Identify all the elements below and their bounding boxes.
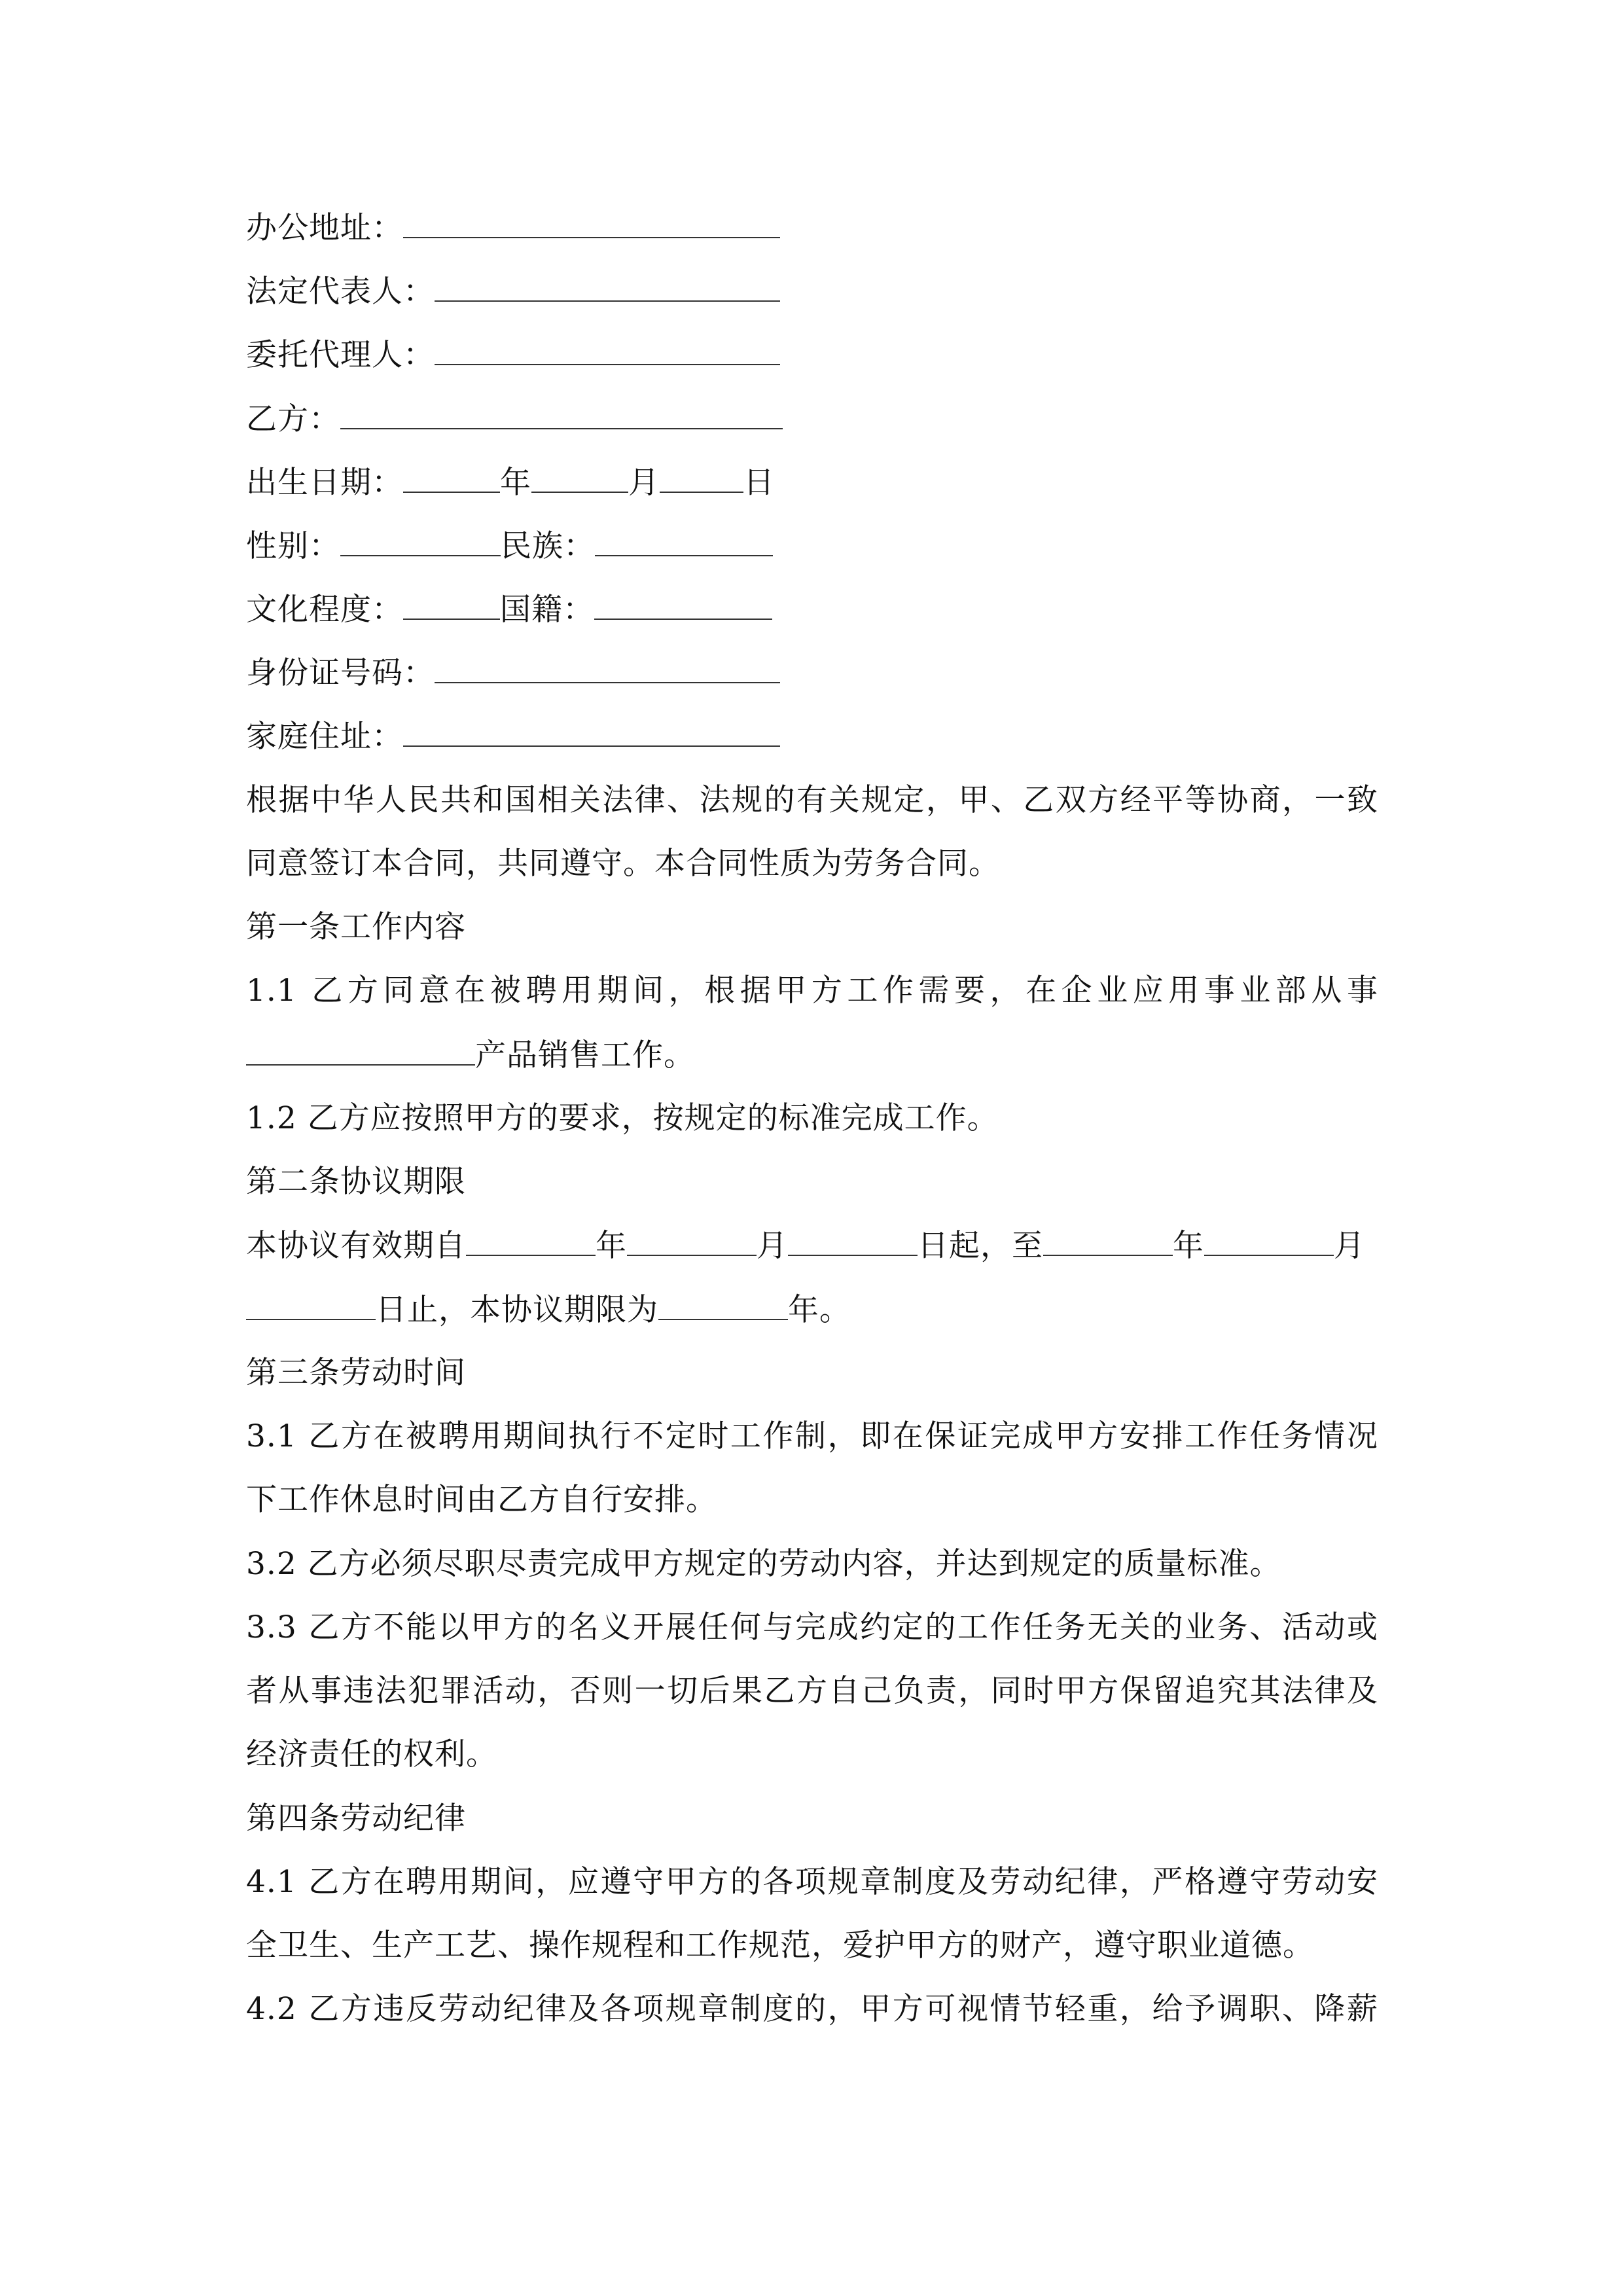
end-month-unit: 月 [1334, 1228, 1365, 1264]
home-address-blank[interactable] [403, 717, 780, 747]
clause-1-1-line-1: 1.1 乙方同意在被聘用期间，根据甲方工作需要，在企业应用事业部从事 [246, 973, 1378, 1009]
party-b-row [246, 399, 1378, 439]
clause-3-1-line-1: 3.1 乙方在被聘用期间执行不定时工作制，即在保证完成甲方安排工作任务情况 [246, 1418, 1378, 1454]
term-years-unit: 年。 [788, 1292, 851, 1328]
agent-label: 委托代理人： [246, 337, 435, 373]
intro-line-2: 同意签订本合同，共同遵守。本合同性质为劳务合同。 [246, 846, 1000, 882]
clause-1-1-line-2-text: 产品销售工作。 [475, 1037, 695, 1073]
birth-day-blank[interactable] [660, 463, 743, 493]
birth-year-blank[interactable] [403, 463, 500, 493]
home-address-row [246, 717, 1378, 757]
education-label: 文化程度： [246, 592, 403, 628]
id-number-blank[interactable] [435, 653, 780, 683]
product-blank[interactable] [246, 1035, 475, 1066]
clause-1-2: 1.2 乙方应按照甲方的要求，按规定的标准完成工作。 [246, 1100, 999, 1136]
end-year-unit: 年 [1173, 1228, 1204, 1264]
office-address-label: 办公地址： [246, 210, 403, 246]
article-1-title: 第一条工作内容 [246, 909, 466, 945]
clause-4-2-line-1: 4.2 乙方违反劳动纪律及各项规章制度的，甲方可视情节轻重，给予调职、降薪 [246, 1991, 1378, 2027]
id-number-row [246, 653, 1378, 693]
party-b-blank[interactable] [340, 399, 783, 429]
start-month-unit: 月 [757, 1228, 788, 1264]
ethnicity-label: 民族： [501, 528, 595, 564]
end-year-blank[interactable] [1043, 1226, 1173, 1256]
clause-4-1-line-2: 全卫生、生产工艺、操作规程和工作规范，爱护甲方的财产，遵守职业道德。 [246, 1928, 1314, 1964]
end-day-blank[interactable] [246, 1290, 376, 1320]
legal-rep-label: 法定代表人： [246, 274, 435, 310]
start-day-blank[interactable] [788, 1226, 918, 1256]
clause-3-2: 3.2 乙方必须尽职尽责完成甲方规定的劳动内容，并达到规定的质量标准。 [246, 1546, 1281, 1582]
birth-month-unit: 月 [628, 465, 660, 501]
birth-date-label: 出生日期： [246, 465, 403, 501]
clause-3-3-line-1: 3.3 乙方不能以甲方的名义开展任何与完成约定的工作任务无关的业务、活动或 [246, 1609, 1378, 1645]
agent-blank[interactable] [435, 335, 780, 365]
birth-year-unit: 年 [500, 465, 531, 501]
clause-3-1-line-2: 下工作休息时间由乙方自行安排。 [246, 1482, 717, 1518]
end-month-blank[interactable] [1204, 1226, 1334, 1256]
home-address-label: 家庭住址： [246, 719, 403, 755]
term-line-2 [246, 1290, 1378, 1330]
office-address-row [246, 208, 1378, 248]
gender-ethnicity-row [246, 526, 1378, 566]
start-year-unit: 年 [596, 1228, 627, 1264]
office-address-blank[interactable] [403, 208, 780, 238]
term-years-blank[interactable] [658, 1290, 788, 1320]
clause-3-3-line-3: 经济责任的权利。 [246, 1736, 497, 1772]
ethnicity-blank[interactable] [595, 526, 773, 556]
legal-rep-blank[interactable] [435, 272, 780, 302]
birth-month-blank[interactable] [531, 463, 628, 493]
party-b-label: 乙方： [246, 401, 340, 437]
clause-3-3-line-2: 者从事违法犯罪活动，否则一切后果乙方自己负责，同时甲方保留追究其法律及 [246, 1673, 1378, 1709]
article-2-title: 第二条协议期限 [246, 1164, 466, 1200]
id-number-label: 身份证号码： [246, 655, 435, 691]
article-3-title: 第三条劳动时间 [246, 1355, 466, 1391]
education-blank[interactable] [403, 590, 500, 620]
article-4-title: 第四条劳动纪律 [246, 1801, 466, 1837]
agent-row [246, 335, 1378, 375]
start-month-blank[interactable] [627, 1226, 757, 1256]
gender-blank[interactable] [340, 526, 501, 556]
birth-date-row [246, 463, 1378, 503]
term-line-1 [246, 1226, 1378, 1266]
start-day-unit: 日起，至 [918, 1228, 1043, 1264]
clause-4-1-line-1: 4.1 乙方在聘用期间，应遵守甲方的各项规章制度及劳动纪律，严格遵守劳动安 [246, 1864, 1378, 1900]
nationality-label: 国籍： [500, 592, 594, 628]
gender-label: 性别： [246, 528, 340, 564]
term-prefix: 本协议有效期自 [246, 1228, 466, 1264]
nationality-blank[interactable] [594, 590, 772, 620]
education-nationality-row [246, 590, 1378, 630]
end-day-unit: 日止，本协议期限为 [376, 1292, 658, 1328]
clause-1-1-line-2 [246, 1035, 1378, 1075]
start-year-blank[interactable] [466, 1226, 596, 1256]
birth-day-unit: 日 [743, 465, 775, 501]
intro-line-1: 根据中华人民共和国相关法律、法规的有关规定，甲、乙双方经平等协商，一致 [246, 782, 1378, 818]
legal-rep-row [246, 272, 1378, 312]
